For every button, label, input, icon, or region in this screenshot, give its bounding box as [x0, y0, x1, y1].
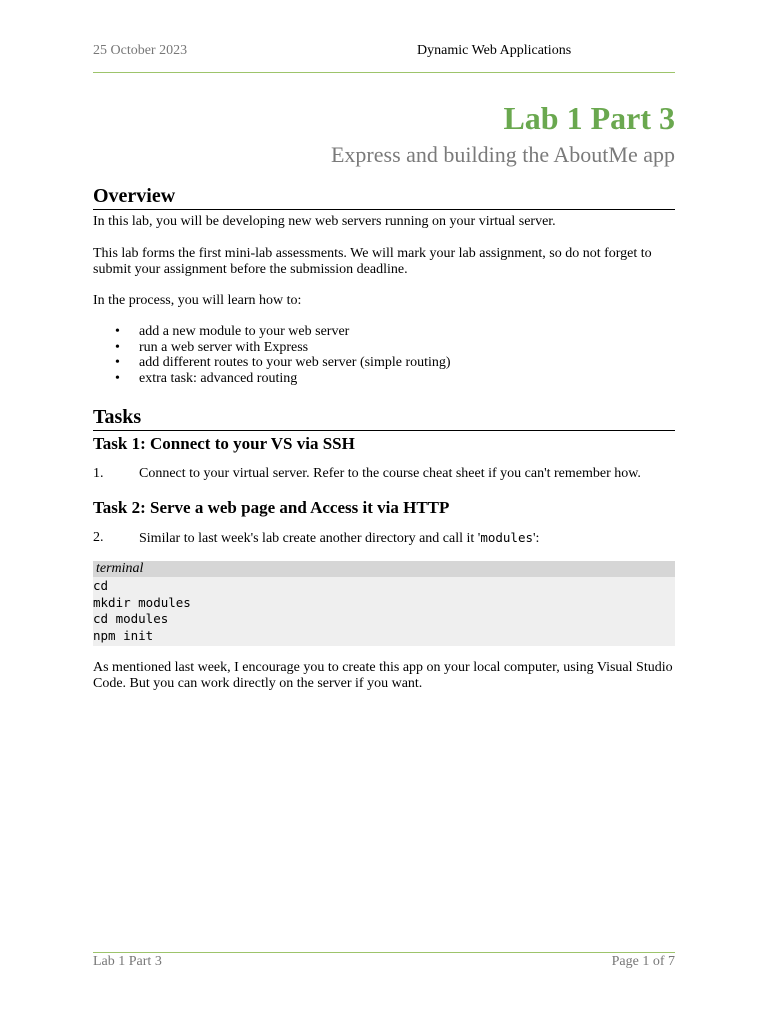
page-number: Page 1 of 7 [611, 954, 675, 969]
header-date: 25 October 2023 [93, 43, 188, 58]
document-page [93, 0, 675, 1024]
overview-paragraph-3: In the process, you will learn how to: [93, 293, 302, 308]
list-item: • add different routes to your web server (simple routing) [115, 355, 451, 370]
step-number: 2. [93, 530, 104, 545]
learning-objectives-list [93, 324, 451, 386]
tasks-heading: Tasks [93, 405, 675, 431]
code-lines [93, 577, 675, 646]
closing-paragraph: As mentioned last week, I encourage you to create this app on your local computer, using Visual Studio Code. But you can work directly on the server if you want. [93, 660, 673, 691]
bullet-icon: • [115, 339, 120, 355]
list-item: • run a web server with Express [115, 339, 309, 355]
task2-heading: Task 2: Serve a web page and Access it via HTTP [93, 498, 450, 517]
header-rule [93, 72, 675, 73]
overview-heading: Overview [93, 184, 675, 210]
code-line: cd [93, 578, 109, 593]
footer-doc-title: Lab 1 Part 3 [93, 954, 162, 969]
overview-paragraph-2: This lab forms the first mini-lab assessments. We will mark your lab assignment, so do not forget to submit your assignment before the submission deadline. [93, 246, 652, 277]
code-line: mkdir modules [93, 594, 191, 610]
step-text: Similar to last week's lab create another directory and call it 'modules': [139, 530, 540, 546]
code-line: npm init [93, 627, 154, 643]
terminal-code-block [93, 561, 675, 646]
task1-heading: Task 1: Connect to your VS via SSH [93, 434, 355, 453]
bullet-icon: • [115, 370, 120, 386]
code-block-label: terminal [93, 561, 675, 577]
page-header [93, 41, 675, 61]
bullet-icon: • [115, 355, 120, 370]
header-course-title: Dynamic Web Applications [417, 43, 572, 58]
list-item: • extra task: advanced routing [115, 370, 298, 386]
step-number: 1. [93, 466, 104, 481]
inline-code: modules [480, 530, 533, 545]
bullet-icon: • [115, 324, 120, 339]
overview-paragraph-1: In this lab, you will be developing new web servers running on your virtual server. [93, 214, 556, 229]
document-subtitle: Express and building the AboutMe app [330, 142, 675, 167]
document-title: Lab 1 Part 3 [503, 100, 675, 136]
code-line: cd modules [93, 611, 169, 626]
list-item: • add a new module to your web server [115, 324, 350, 339]
footer-rule [93, 952, 675, 953]
step-text: Connect to your virtual server. Refer to the course cheat sheet if you can't remember how. [139, 466, 641, 481]
